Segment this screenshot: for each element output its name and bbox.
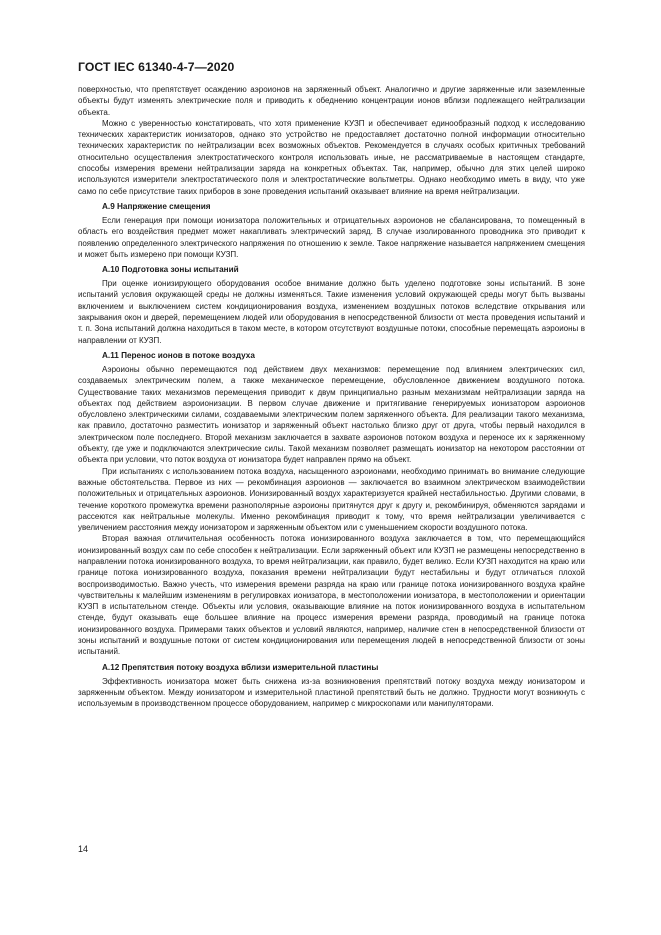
section-heading-a11: А.11 Перенос ионов в потоке воздуха: [102, 350, 255, 360]
paragraph: Эффективность ионизатора может быть снижена из-за возникновения препятствий потоку воздуха между ионизатором и заряженным объектом. Между ионизатором и измерительной пластиной препятствий быть не должно. Трудности могут возникнуть с используемым в производственном процессе оборудованием, например с микроскопами или манипуляторами.: [78, 676, 585, 709]
section-heading-a12: А.12 Препятствия потоку воздуха вблизи измерительной пластины: [102, 662, 379, 672]
paragraph: Можно с уверенностью констатировать, что хотя применение КУЗП и обеспечивает единообразный подход к исследованию технических характеристик ионизаторов, однако это устройство не предоставляет достаточно полной информации относительно технических характеристик по нейтрализации всех возможных объектов. Рекомендуется в случаях особых критичных требований относительно осуществления электростатического контроля использовать иные, не рассматриваемые в настоящем стандарте, способы измерения времени нейтрализации заряда на конкретных объектах. Так, например, обычно для этих целей широко используются измерители электростатического поля и электростатические вольтметры. Однако необходимо иметь в виду, что уже само по себе присутствие таких приборов в зоне проведения испытаний оказывает влияние на время нейтрализации.: [78, 118, 585, 196]
paragraph: При испытаниях с использованием потока воздуха, насыщенного аэроионами, необходимо принимать во внимание следующие важные обстоятельства. Первое из них — рекомбинация аэроионов — заключается во взаимном электрическом взаимодействии положительных и отрицательных аэроионов. Ионизированный воздух характеризуется крайней нестабильностью. Другими словами, в течение короткого промежутка времени разнополярные аэроионы притянутся друг к другу и, рекомбинируя, обменяются зарядами и рассеются как нейтральные молекулы. Именно рекомбинация приводит к тому, что время нейтрализации увеличивается с увеличением расстояния между ионизатором и заряженным объектом или с уменьшением скорости воздушного потока.: [78, 466, 585, 533]
paragraph: Вторая важная отличительная особенность потока ионизированного воздуха заключается в том, что перемещающийся ионизированный воздух сам по себе способен к нейтрализации. Если заряженный объект или КУЗП не размещены непосредственно в направлении потока ионизированного воздуха, то время нейтрализации, как правило, будет велико. Если КУЗП находится на краю или границе потока ионизированного воздуха, показания времени нейтрализации будут нестабильны и будут отличаться плохой воспроизводимостью. Важно учесть, что измерения времени разряда на краю или границе потока ионизированного воздуха крайне чувствительны к малейшим изменениям в регулировках ионизатора, в местоположении ионизатора, в местоположении и ориентации КУЗП в испытательном стенде. Объекты или условия, оказывающие влияние на поток ионизированного воздуха в испытательном стенде, будут оказывать еще большее влияние на процесс измерения времени разряда, проводимый на границе потока ионизированного воздуха. Примерами таких объектов и условий являются, например, наличие стен в непосредственной близости от зоны испытаний и воздушные потоки от систем кондиционирования или перемещения людей в непосредственной близости от зоны испытаний.: [78, 534, 585, 657]
document-body: [78, 84, 585, 710]
document-header: ГОСТ IEC 61340-4-7—2020: [78, 60, 235, 74]
paragraph: При оценке ионизирующего оборудования особое внимание должно быть уделено подготовке зоны испытаний. В зоне испытаний условия окружающей среды не должны изменяться. Такие изменения условий окружающей среды могут быть вызваны включением и выключением систем кондиционирования воздуха, изменением воздушных потоков вследствие открывания или закрывания окон и дверей, перемещением людей или оборудования в непосредственной близости от места проведения испытаний и т. п. Зона испытаний должна находиться в таком месте, в котором отсутствуют воздушные потоки, способные перемещать аэроионы в направлении от КУЗП.: [78, 279, 585, 345]
section-heading-a9: А.9 Напряжение смещения: [102, 201, 211, 211]
page-number: 14: [78, 844, 89, 854]
paragraph: Если генерация при помощи ионизатора положительных и отрицательных аэроионов не сбалансирована, то помещенный в область его воздействия предмет может накапливать электрический заряд. В случае изолированного проводника это приводит к появлению определенного электрического напряжения по отношению к земле. Такое напряжение называется напряжением смещения и может быть измерено при помощи КУЗП.: [78, 215, 585, 259]
paragraph: поверхностью, что препятствует осаждению аэроионов на заряженный объект. Аналогично и другие заряженные или заземленные объекты будут изменять электрические поля и приводить к обеднению концентрации ионов вблизи подлежащего нейтрализации объекта.: [78, 85, 585, 117]
section-heading-a10: А.10 Подготовка зоны испытаний: [102, 265, 239, 275]
paragraph: Аэроионы обычно перемещаются под действием двух механизмов: перемещение под влиянием электрических сил, создаваемых электрическим полем, а также механическое перемещение, обусловленное движением воздушного потока. Существование таких механизмов перемещения приводит к двум принципиально разным механизмам нейтрализации заряда на объектах под действием аэроионизации. В первом случае движение и притягивание генерируемых ионизатором аэроионов обусловлено электрическими силами, создаваемыми электрическим полем заряженного объекта. Для реализации такого механизма, как правило, достаточно разместить ионизатор и заряженный объект настолько близко друг от друга, чтобы первый находился в электрическом поле последнего. Второй механизм заключается в захвате аэроионов потоком воздуха и переносе их к заряженному объекту, где уже и подключаются электрические силы. Такой механизм позволяет размещать ионизатор на некотором расстоянии от объекта при условии, что поток воздуха от ионизатора будет направлен прямо на объект.: [78, 364, 585, 465]
